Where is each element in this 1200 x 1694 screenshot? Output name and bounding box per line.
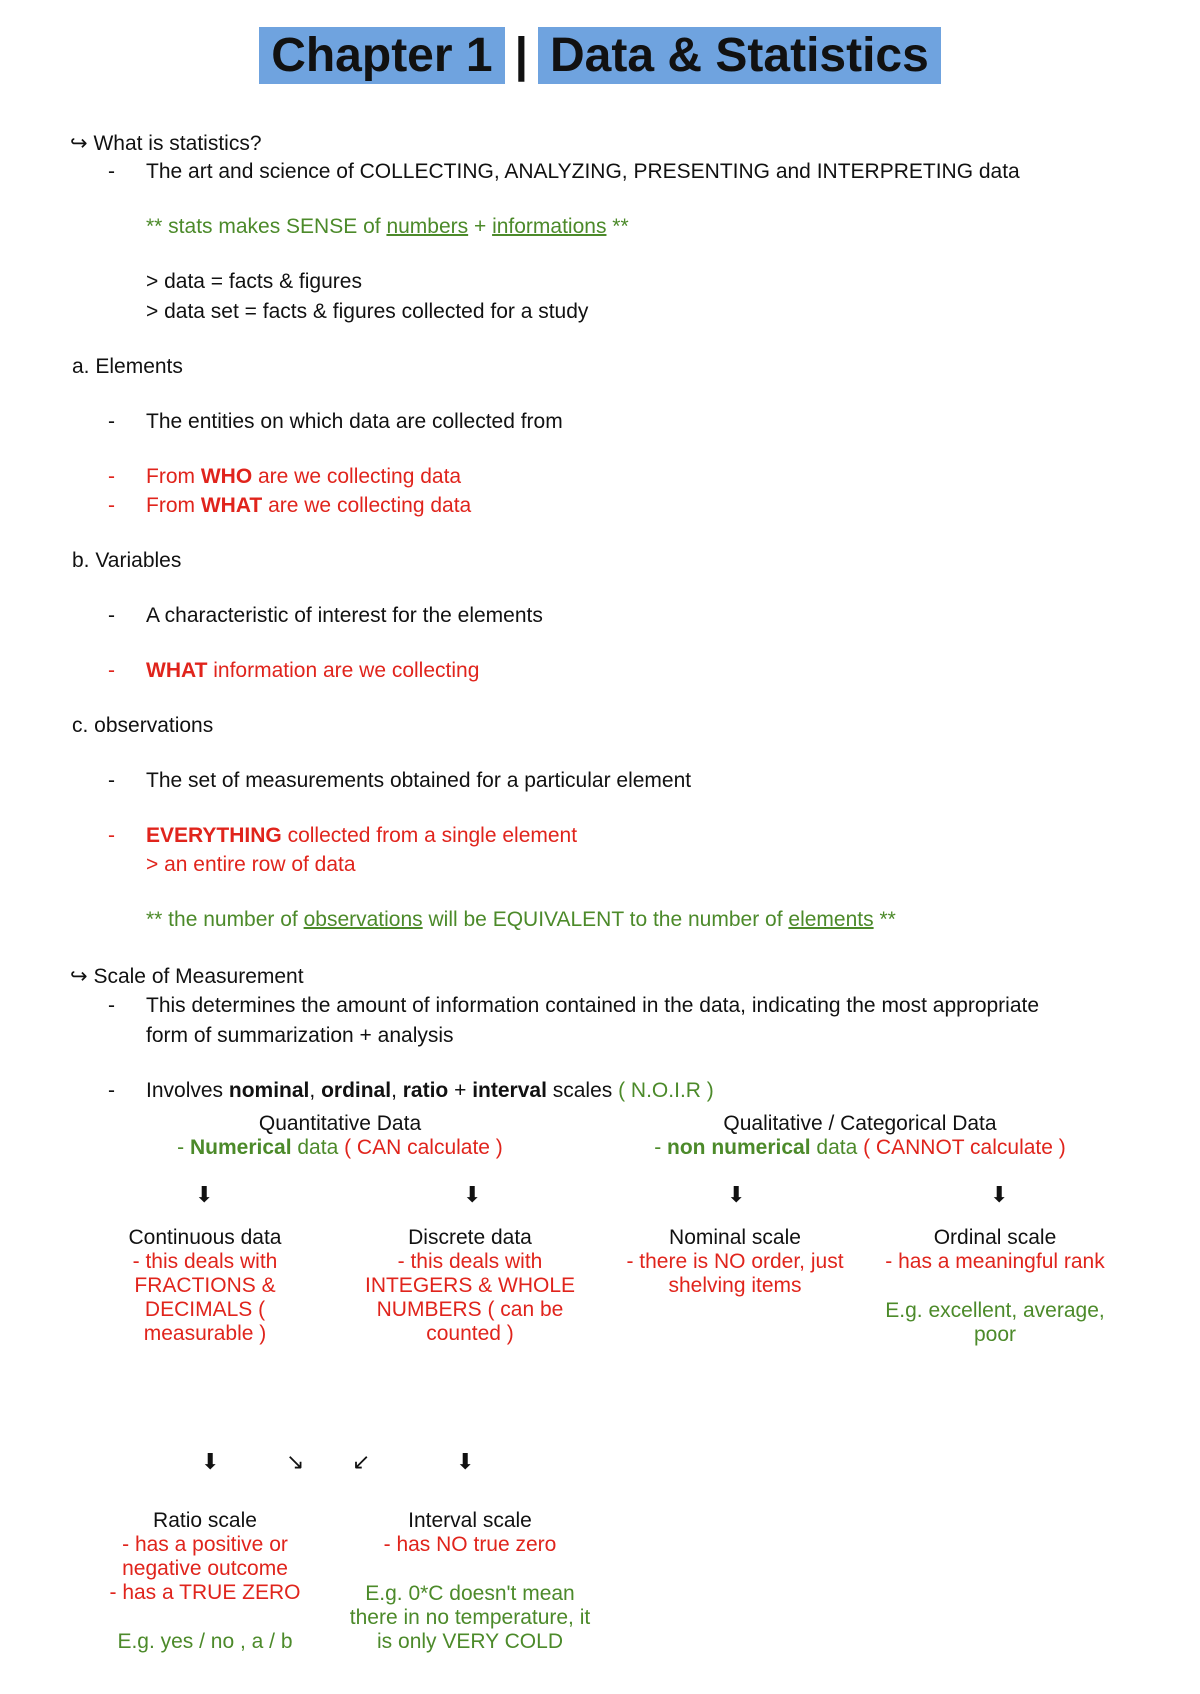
what-is-heading — [70, 131, 262, 156]
elements-what-pre: From — [146, 494, 201, 517]
down-arrow-icon: ⬇ — [195, 1182, 214, 1207]
ordinal-desc: - has a meaningful rank — [885, 1250, 1105, 1273]
down-arrow-icon: ⬇ — [201, 1449, 220, 1474]
ratio-example: E.g. yes / no , a / b — [117, 1630, 293, 1653]
ratio-title: Ratio scale — [153, 1509, 257, 1532]
ordinal-example: E.g. excellent, average, poor — [885, 1299, 1105, 1346]
statistics-definition: The art and science of COLLECTING, ANALYZING, PRESENTING and INTERPRETING data — [146, 160, 1020, 183]
page-title — [0, 28, 1200, 83]
continuous-desc: - this deals with FRACTIONS & DECIMALS ( measurable ) — [132, 1250, 278, 1345]
observations-everything-post: collected from a single element — [281, 824, 578, 847]
dash-bullet: - — [108, 994, 115, 1017]
title-chapter: Chapter 1 — [259, 27, 504, 84]
dash-bullet: - — [108, 160, 115, 183]
interval-example: E.g. 0*C doesn't mean there in no temperature, it is only VERY COLD — [349, 1582, 591, 1653]
ratio-desc-true-zero: - has a TRUE ZERO — [109, 1581, 301, 1604]
elements-heading: a. Elements — [72, 355, 183, 378]
quantitative-block — [130, 1112, 550, 1160]
variables-heading: b. Variables — [72, 549, 182, 572]
variables-what — [146, 659, 479, 683]
involves-scales: scales — [546, 1079, 619, 1102]
what-is-heading-text: What is statistics? — [93, 132, 262, 155]
quantitative-desc-bold: Numerical — [190, 1136, 292, 1159]
quantitative-desc-pre: - — [177, 1136, 190, 1159]
observations-heading: c. observations — [72, 714, 214, 737]
qualitative-desc-bold: non numerical — [667, 1136, 811, 1159]
quantitative-desc-red: ( CAN calculate ) — [344, 1136, 503, 1159]
elements-definition: The entities on which data are collected from — [146, 410, 563, 433]
involves-comma: , — [391, 1079, 403, 1102]
qualitative-desc-red: ( CANNOT calculate ) — [863, 1136, 1066, 1159]
hook-arrow-icon: ↪ — [70, 965, 88, 988]
observations-row: > an entire row of data — [146, 853, 356, 876]
interval-block — [340, 1509, 600, 1654]
elements-what-post: are we collecting data — [262, 494, 472, 517]
involves-pre: Involves — [146, 1079, 229, 1102]
observations-note-elements: elements — [788, 908, 874, 931]
qualitative-title: Qualitative / Categorical Data — [723, 1112, 997, 1135]
variables-what-bold: WHAT — [146, 659, 208, 682]
variables-definition: A characteristic of interest for the elements — [146, 604, 543, 627]
down-right-arrow-icon: ↘ — [286, 1449, 305, 1474]
qualitative-desc-pre: - — [654, 1136, 668, 1159]
discrete-title: Discrete data — [408, 1226, 532, 1249]
ratio-block — [95, 1509, 315, 1654]
interval-title: Interval scale — [408, 1509, 532, 1532]
stats-note — [146, 215, 629, 239]
discrete-desc: - this deals with INTEGERS & WHOLE NUMBERS ( can be counted ) — [364, 1250, 576, 1345]
dash-bullet: - — [108, 465, 115, 488]
involves-noir: ( N.O.I.R ) — [618, 1079, 714, 1102]
variables-what-post: information are we collecting — [207, 659, 480, 682]
involves-comma: , — [309, 1079, 322, 1102]
stats-note-prefix: ** stats makes SENSE of — [146, 215, 387, 238]
observations-note — [146, 908, 896, 932]
ordinal-title: Ordinal scale — [933, 1226, 1057, 1249]
observations-everything-bold: EVERYTHING — [146, 824, 282, 847]
data-definition: > data = facts & figures — [146, 270, 362, 293]
dash-bullet: - — [108, 1079, 115, 1102]
nominal-title: Nominal scale — [669, 1226, 801, 1249]
down-arrow-icon: ⬇ — [727, 1182, 746, 1207]
elements-what-bold: WHAT — [200, 494, 263, 517]
down-arrow-icon: ⬇ — [463, 1182, 482, 1207]
qualitative-desc — [610, 1136, 1110, 1160]
observations-note-suffix: ** — [873, 908, 896, 931]
scale-heading — [70, 964, 304, 989]
quantitative-desc — [130, 1136, 550, 1160]
scale-involves — [146, 1079, 714, 1103]
nominal-block — [610, 1226, 860, 1298]
down-arrow-icon: ⬇ — [990, 1182, 1009, 1207]
quantitative-title: Quantitative Data — [258, 1112, 422, 1135]
qualitative-desc-post: data — [810, 1136, 864, 1159]
observations-definition: The set of measurements obtained for a particular element — [146, 769, 692, 792]
continuous-title: Continuous data — [128, 1226, 282, 1249]
interval-desc: - has NO true zero — [383, 1533, 557, 1556]
elements-what — [146, 494, 471, 518]
dash-bullet: - — [108, 824, 115, 847]
dash-bullet: - — [108, 604, 115, 627]
elements-who-bold: WHO — [200, 465, 253, 488]
observations-note-prefix: ** the number of — [146, 908, 304, 931]
elements-who-pre: From — [146, 465, 201, 488]
title-topic: Data & Statistics — [538, 27, 941, 84]
scale-heading-text: Scale of Measurement — [93, 965, 304, 988]
dash-bullet: - — [108, 494, 115, 517]
down-arrow-icon: ⬇ — [456, 1449, 475, 1474]
ratio-desc: - has a positive or negative outcome — [122, 1533, 288, 1580]
dash-bullet: - — [108, 659, 115, 682]
stats-note-numbers: numbers — [386, 215, 469, 238]
hook-arrow-icon: ↪ — [70, 132, 88, 155]
quantitative-desc-post: data — [291, 1136, 345, 1159]
title-separator: | — [514, 29, 529, 82]
stats-note-plus: + — [468, 215, 493, 238]
involves-ordinal: ordinal — [321, 1079, 392, 1102]
down-left-arrow-icon: ↙ — [352, 1449, 371, 1474]
ordinal-block — [870, 1226, 1120, 1347]
scale-definition-line2: form of summarization + analysis — [146, 1024, 454, 1047]
involves-ratio: ratio — [402, 1079, 449, 1102]
dash-bullet: - — [108, 410, 115, 433]
discrete-block — [350, 1226, 590, 1346]
involves-interval: interval — [472, 1079, 547, 1102]
dash-bullet: - — [108, 769, 115, 792]
observations-note-observations: observations — [303, 908, 423, 931]
stats-note-informations: informations — [492, 215, 607, 238]
involves-nominal: nominal — [228, 1079, 310, 1102]
observations-note-mid: will be EQUIVALENT to the number of — [422, 908, 789, 931]
scale-definition-line1: This determines the amount of information contained in the data, indicating the most appropriate — [146, 994, 1040, 1017]
qualitative-block — [610, 1112, 1110, 1160]
elements-who-post: are we collecting data — [252, 465, 462, 488]
stats-note-suffix: ** — [606, 215, 629, 238]
nominal-desc: - there is NO order, just shelving items — [626, 1250, 844, 1297]
involves-plus: + — [448, 1079, 473, 1102]
dataset-definition: > data set = facts & figures collected for a study — [146, 300, 589, 323]
elements-who — [146, 465, 461, 489]
continuous-block — [105, 1226, 305, 1346]
observations-everything — [146, 824, 577, 848]
